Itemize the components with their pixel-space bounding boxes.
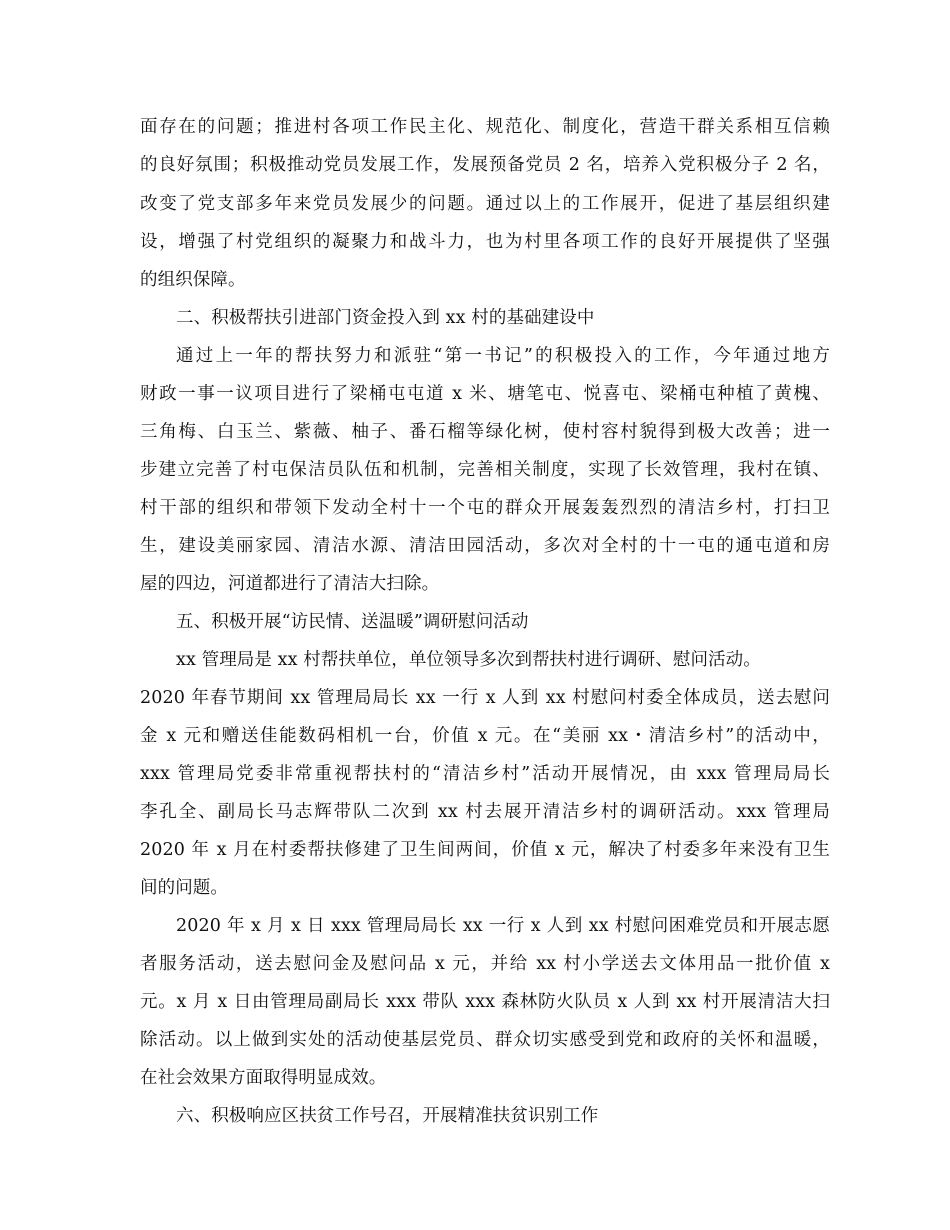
- text-line: 在社会效果方面取得明显成效。: [140, 1068, 387, 1088]
- text-line: 屋的四边，河道都进行了清洁大扫除。: [140, 574, 440, 594]
- text-line: 的组织保障。: [140, 270, 246, 290]
- text-line: 金 x 元和赠送佳能数码相机一台，价值 x 元。在“美丽 xx・清洁乡村”的活动中，: [140, 726, 830, 746]
- text-line: 设，增强了村党组织的凝聚力和战斗力，也为村里各项工作的良好开展提供了坚强: [140, 232, 830, 252]
- text-line: 间的问题。: [140, 878, 228, 898]
- text-line: 元。x 月 x 日由管理局副局长 xxx 带队 xxx 森林防火队员 x 人到 xx 村开展清洁大扫: [140, 992, 830, 1012]
- text-line: 2020 年春节期间 xx 管理局局长 xx 一行 x 人到 xx 村慰问村委全体成员，送去慰问: [140, 688, 830, 708]
- text-line: 面存在的问题；推进村各项工作民主化、规范化、制度化，营造干群关系相互信赖: [140, 117, 830, 137]
- text-line: 的良好氛围；积极推动党员发展工作，发展预备党员 2 名，培养入党积极分子 2 名，: [140, 155, 830, 175]
- section-heading: 二、积极帮扶引进部门资金投入到 xx 村的基础建设中: [176, 308, 595, 328]
- text-line: 改变了党支部多年来党员发展少的问题。通过以上的工作展开，促进了基层组织建: [140, 194, 830, 214]
- text-line: 李孔全、副局长马志辉带队二次到 xx 村去展开清洁乡村的调研活动。xxx 管理局: [140, 802, 830, 822]
- text-line: 2020 年 x 月在村委帮扶修建了卫生间两间，价值 x 元，解决了村委多年来没有卫生: [140, 840, 830, 860]
- text-line: 财政一事一议项目进行了梁桶屯屯道 x 米、塘笔屯、悦喜屯、梁桶屯种植了黄槐、: [140, 384, 830, 404]
- text-line: 除活动。以上做到实处的活动使基层党员、群众切实感受到党和政府的关怀和温暖，: [140, 1030, 830, 1050]
- section-heading: 五、积极开展“访民情、送温暖”调研慰问活动: [176, 612, 529, 632]
- text-line: 步建立完善了村屯保洁员队伍和机制，完善相关制度，实现了长效管理，我村在镇、: [140, 460, 830, 480]
- section-heading: 六、积极响应区扶贫工作号召，开展精准扶贫识别工作: [176, 1106, 599, 1126]
- text-line: xx 管理局是 xx 村帮扶单位，单位领导多次到帮扶村进行调研、慰问活动。: [176, 650, 761, 670]
- text-line: 生，建设美丽家园、清洁水源、清洁田园活动，多次对全村的十一屯的通屯道和房: [140, 536, 830, 556]
- text-line: 通过上一年的帮扶努力和派驻“第一书记”的积极投入的工作，今年通过地方: [176, 346, 830, 366]
- text-line: 2020 年 x 月 x 日 xxx 管理局局长 xx 一行 x 人到 xx 村慰问困难党员和开展志愿: [176, 916, 830, 936]
- text-line: 者服务活动，送去慰问金及慰问品 x 元，并给 xx 村小学送去文体用品一批价值 x: [140, 954, 830, 974]
- text-line: xxx 管理局党委非常重视帮扶村的“清洁乡村”活动开展情况，由 xxx 管理局局长: [140, 764, 830, 784]
- text-line: 三角梅、白玉兰、紫薇、柚子、番石榴等绿化树，使村容村貌得到极大改善；进一: [140, 422, 830, 442]
- text-line: 村干部的组织和带领下发动全村十一个屯的群众开展轰轰烈烈的清洁乡村，打扫卫: [140, 498, 830, 518]
